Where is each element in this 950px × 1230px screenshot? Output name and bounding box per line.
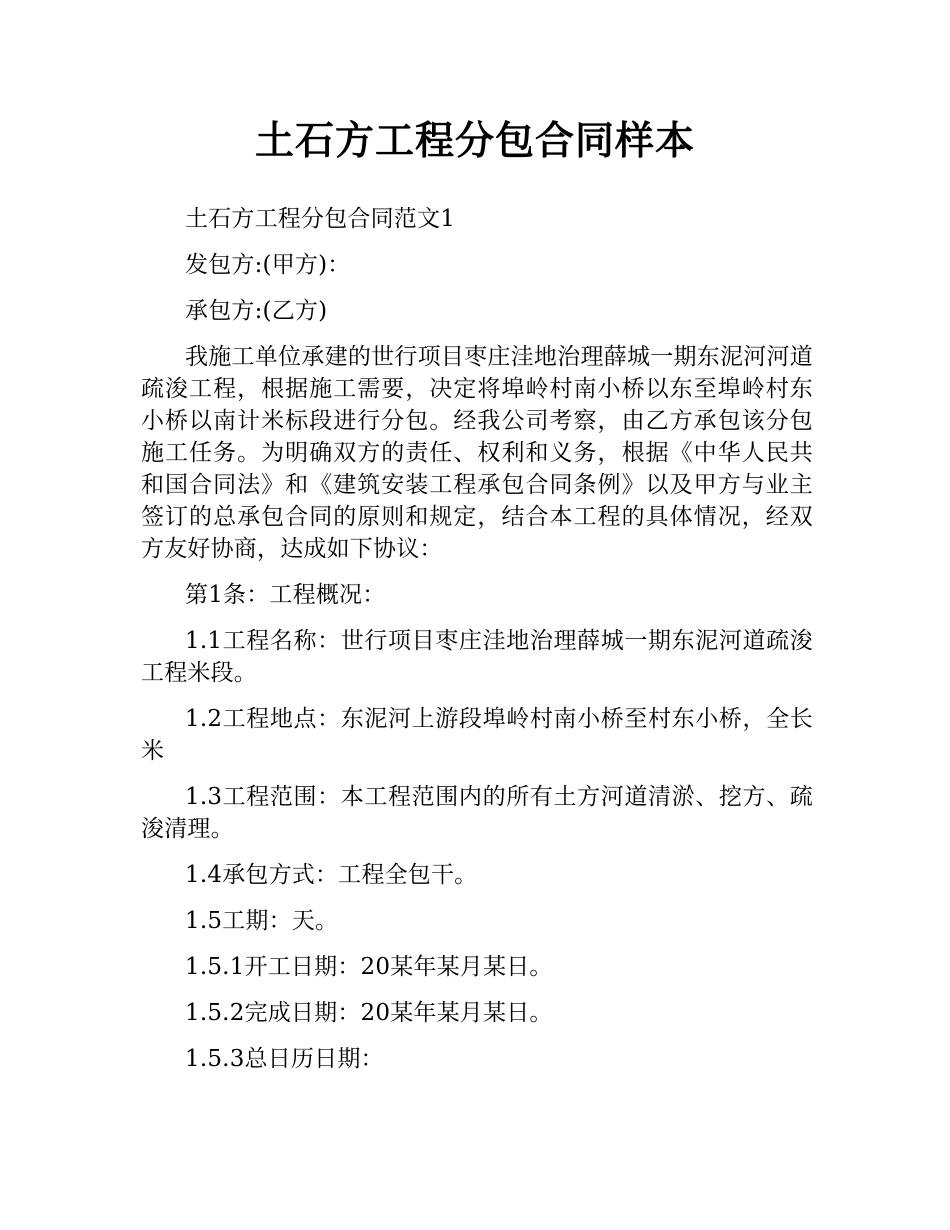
paragraph-party-b: 承包方:(乙方) xyxy=(185,298,328,324)
paragraph-article-1: 第1条：工程概况： xyxy=(185,582,386,608)
paragraph-project-location: 1.2工程地点：东泥河上游段埠岭村南小桥至村东小桥，全长米 xyxy=(141,706,813,764)
paragraph-project-scope: 1.3工程范围：本工程范围内的所有土方河道清淤、挖方、疏浚清理。 xyxy=(141,784,813,842)
paragraph-contract-method: 1.4承包方式：工程全包干。 xyxy=(185,862,478,888)
paragraph-preamble: 我施工单位承建的世行项目枣庄洼地治理薛城一期东泥河河道疏浚工程，根据施工需要，决定将埠岭村南小桥以东至埠岭村东小桥以南计米标段进行分包。经我公司考察，由乙方承包该分包施工任务。为明确双方的责任、权利和义务，根据《中华人民共和国合同法》和《建筑安装工程承包合同条例》以及甲方与业主签订的总承包合同的原则和规定，结合本工程的具体情况，经双方友好协商，达成如下协议： xyxy=(141,344,813,562)
paragraph-completion-date: 1.5.2完成日期：20某年某月某日。 xyxy=(185,1000,553,1026)
paragraph-start-date: 1.5.1开工日期：20某年某月某日。 xyxy=(185,954,553,980)
document-title: 土石方工程分包合同样本 xyxy=(254,119,695,164)
document-body xyxy=(141,203,813,1089)
paragraph-total-calendar-days: 1.5.3总日历日期： xyxy=(185,1046,384,1072)
paragraph-project-name: 1.1工程名称：世行项目枣庄洼地治理薛城一期东泥河道疏浚工程米段。 xyxy=(141,628,813,686)
paragraph-contract-sample-heading: 土石方工程分包合同范文1 xyxy=(185,206,456,232)
paragraph-duration: 1.5工期：天。 xyxy=(185,908,339,934)
paragraph-party-a: 发包方:(甲方)： xyxy=(185,252,351,278)
